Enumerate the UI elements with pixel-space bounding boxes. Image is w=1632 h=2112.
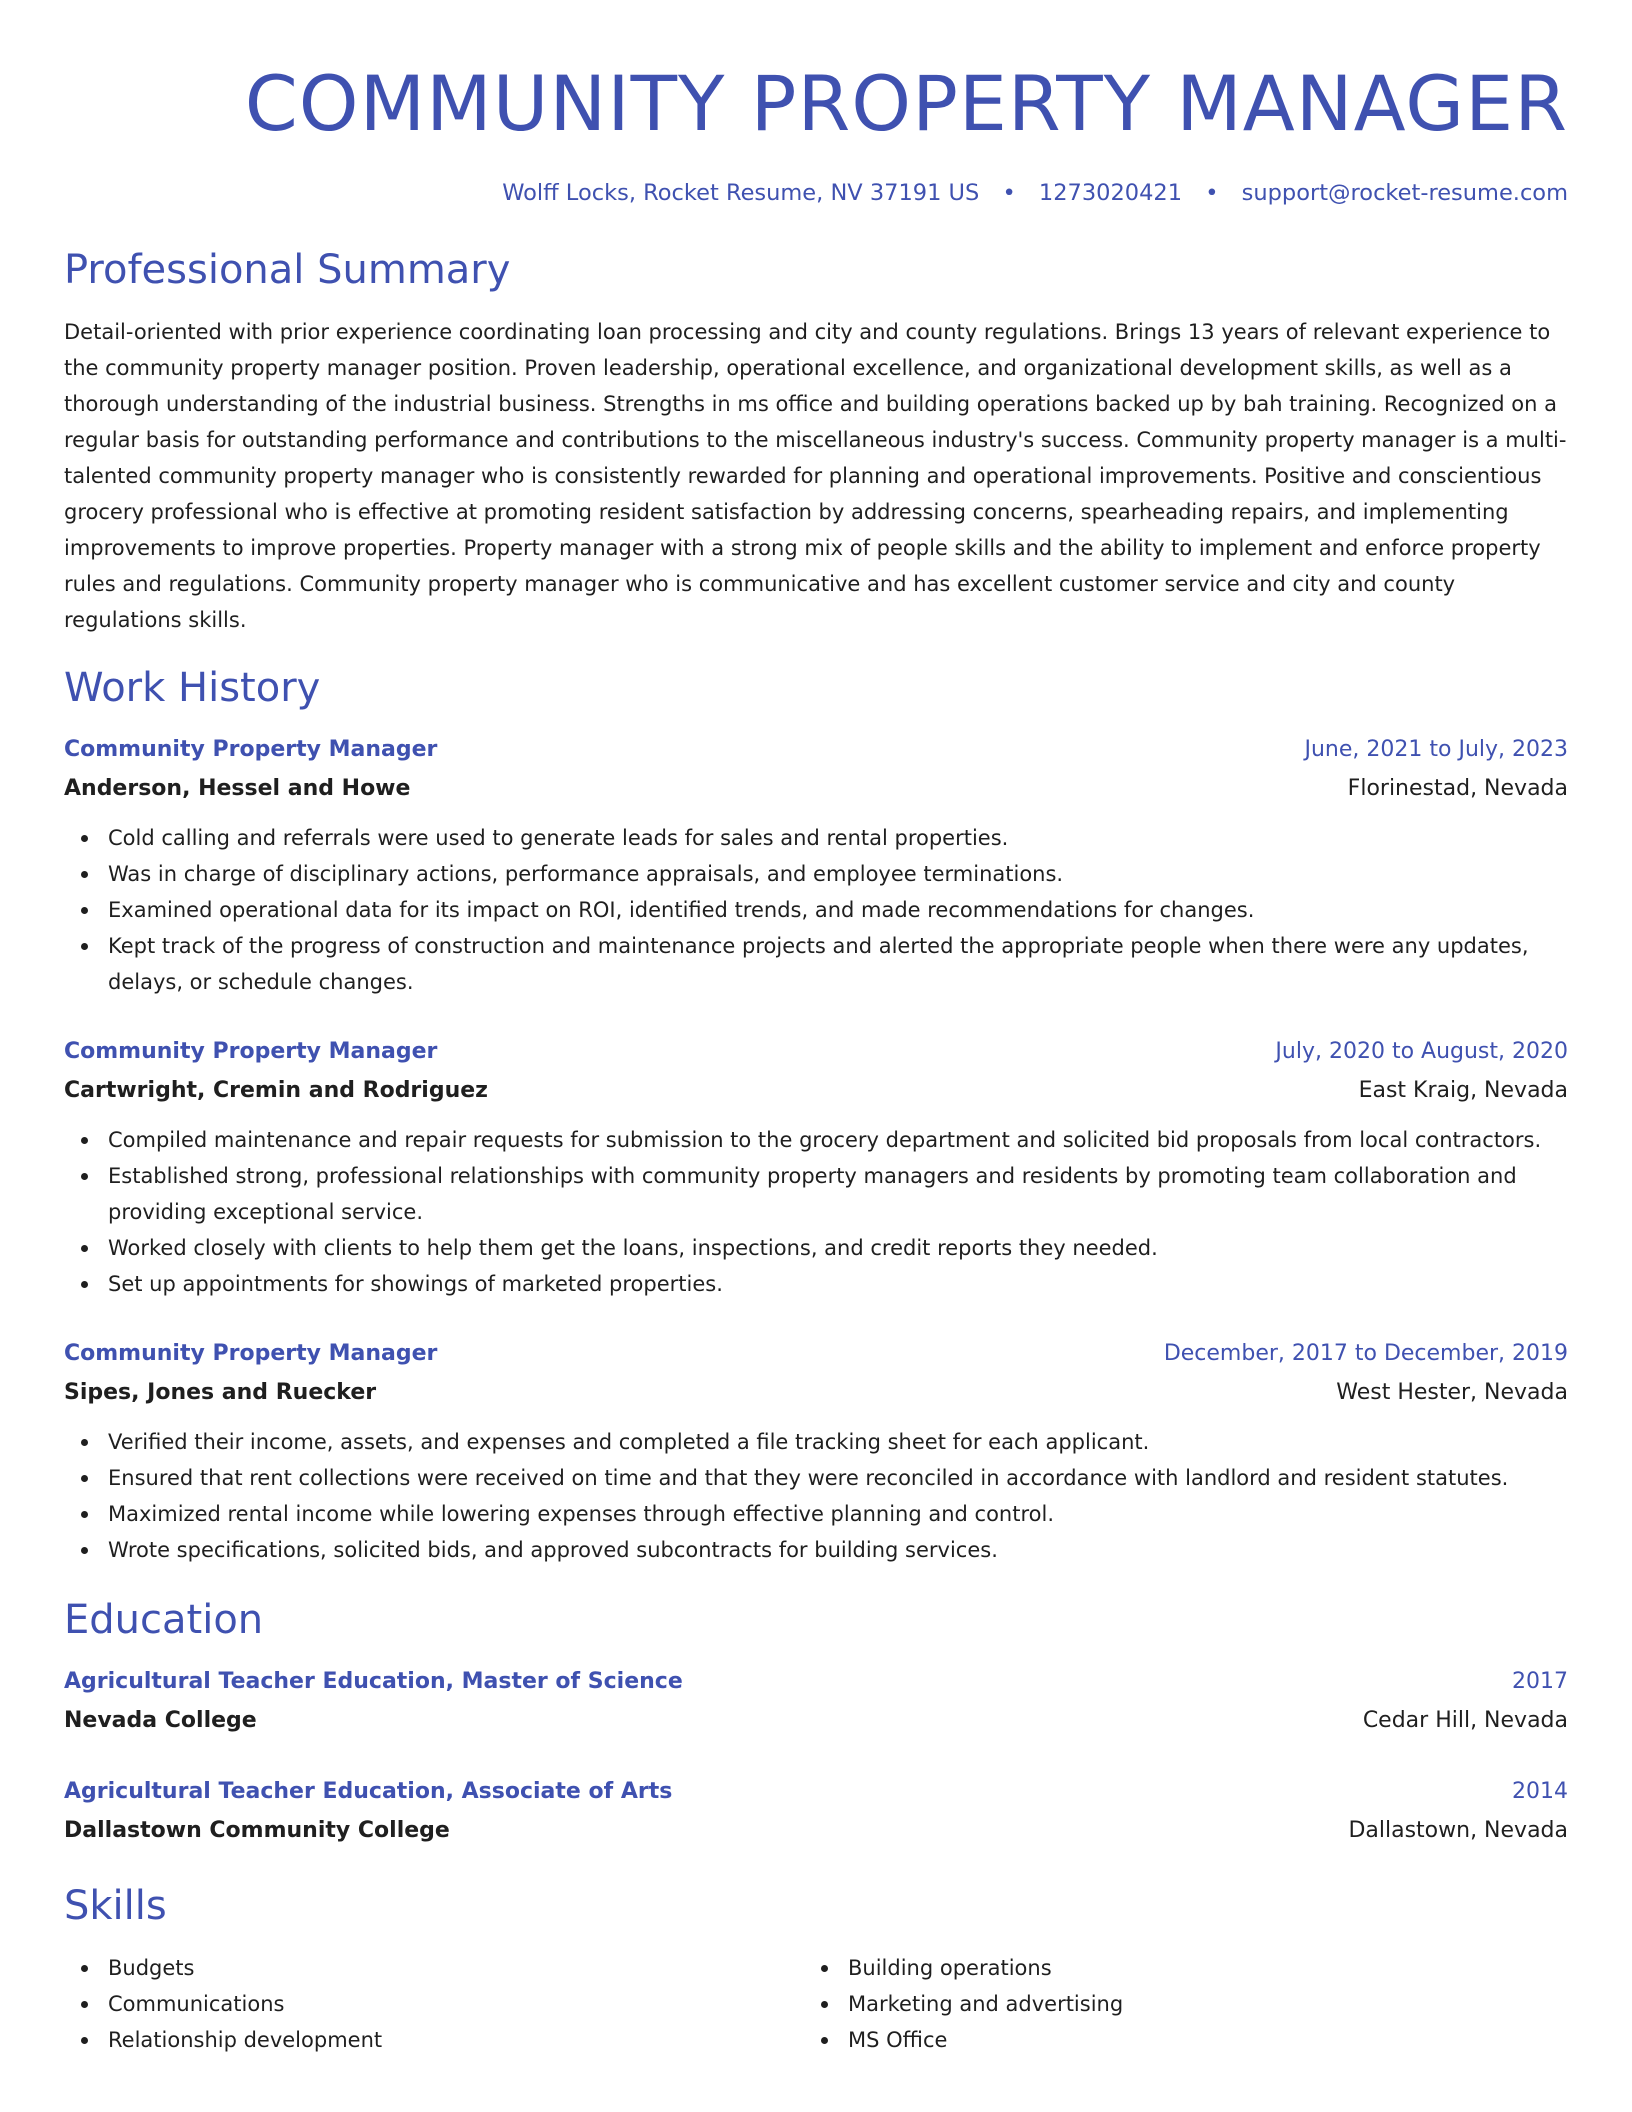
contact-email: support@rocket-resume.com [1241, 180, 1568, 206]
job-company: Cartwright, Cremin and Rodriguez [64, 1078, 488, 1103]
school-name: Dallastown Community College [64, 1818, 450, 1843]
contact-line [64, 178, 1568, 208]
job-location: Florinestad, Nevada [1347, 776, 1568, 801]
work-history-section [64, 664, 1568, 1568]
education-entry [64, 1772, 1568, 1850]
job-title: Community Property Manager [64, 737, 438, 762]
education-heading: Education [64, 1597, 264, 1643]
contact-separator: • [1205, 180, 1219, 206]
skills-list [108, 1950, 804, 2058]
skill-item: MS Office [848, 2022, 1544, 2058]
skill-item: Budgets [108, 1950, 804, 1986]
job-dates: December, 2017 to December, 2019 [1163, 1341, 1568, 1366]
job-dates: July, 2020 to August, 2020 [1275, 1039, 1568, 1064]
job-bullet: Set up appointments for showings of marketed properties. [108, 1266, 1568, 1302]
school-name: Nevada College [64, 1708, 257, 1733]
education-section [64, 1596, 1568, 1850]
job-entry [64, 730, 1568, 1000]
job-bullet: Compiled maintenance and repair requests for submission to the grocery department and solicited bid proposals from local contractors. [108, 1122, 1568, 1158]
job-bullets [108, 1122, 1568, 1302]
skills-grid [64, 1950, 1568, 2058]
graduation-year: 2017 [1512, 1669, 1568, 1694]
summary-heading: Professional Summary [64, 247, 511, 293]
job-bullet: Maximized rental income while lowering expenses through effective planning and control. [108, 1496, 1568, 1532]
skill-item: Marketing and advertising [848, 1986, 1544, 2022]
skills-heading: Skills [64, 1883, 167, 1929]
summary-section [64, 246, 1568, 638]
job-entry [64, 1334, 1568, 1568]
job-company: Anderson, Hessel and Howe [64, 776, 411, 801]
job-location: West Hester, Nevada [1336, 1380, 1568, 1405]
job-title: Community Property Manager [64, 1341, 438, 1366]
summary-text: Detail-oriented with prior experience coordinating loan processing and city and county regulations. Brings 13 years of relevant experience to the community property manager position. Proven leadership, operational excellence, and organizational development skills, as well as a thorough understanding of the industrial business. Strengths in ms office and building operations backed up by bah training. Recognized on a regular basis for outstanding performance and contributions to the miscellaneous industry's success. Community property manager is a multi-talented community property manager who is consistently rewarded for planning and operational improvements. Positive and conscientious grocery professional who is effective at promoting resident satisfaction by addressing concerns, spearheading repairs, and implementing improvements to improve properties. Property manager with a strong mix of people skills and the ability to implement and enforce property rules and regulations. Community property manager who is communicative and has excellent customer service and city and county regulations skills. [64, 320, 1567, 632]
job-bullet: Cold calling and referrals were used to generate leads for sales and rental properties. [108, 820, 1568, 856]
resume-header [64, 56, 1568, 208]
contact-address: Wolff Locks, Rocket Resume, NV 37191 US [502, 180, 980, 206]
skills-column-right [804, 1950, 1544, 2058]
graduation-year: 2014 [1512, 1779, 1568, 1804]
job-bullets [108, 820, 1568, 1000]
job-bullets [108, 1424, 1568, 1568]
job-bullet: Ensured that rent collections were received on time and that they were reconciled in accordance with landlord and resident statutes. [108, 1460, 1568, 1496]
job-dates: June, 2021 to July, 2023 [1304, 737, 1568, 762]
skills-section [64, 1882, 1568, 2058]
contact-phone: 1273020421 [1038, 180, 1183, 206]
candidate-name: COMMUNITY PROPERTY MANAGER [244, 59, 1568, 148]
skill-item: Building operations [848, 1950, 1544, 1986]
skill-item: Relationship development [108, 2022, 804, 2058]
school-location: Cedar Hill, Nevada [1362, 1708, 1568, 1733]
degree: Agricultural Teacher Education, Master of Science [64, 1669, 683, 1694]
job-bullet: Verified their income, assets, and expenses and completed a file tracking sheet for each applicant. [108, 1424, 1568, 1460]
job-bullet: Examined operational data for its impact on ROI, identified trends, and made recommendations for changes. [108, 892, 1568, 928]
degree: Agricultural Teacher Education, Associate of Arts [64, 1779, 673, 1804]
school-location: Dallastown, Nevada [1348, 1818, 1568, 1843]
job-bullet: Was in charge of disciplinary actions, performance appraisals, and employee terminations. [108, 856, 1568, 892]
skill-item: Communications [108, 1986, 804, 2022]
job-bullet: Worked closely with clients to help them get the loans, inspections, and credit reports they needed. [108, 1230, 1568, 1266]
job-bullet: Kept track of the progress of construction and maintenance projects and alerted the appropriate people when there were any updates, delays, or schedule changes. [108, 928, 1568, 1000]
skills-list [848, 1950, 1544, 2058]
job-bullet: Wrote specifications, solicited bids, and approved subcontracts for building services. [108, 1532, 1568, 1568]
job-entry [64, 1032, 1568, 1302]
job-title: Community Property Manager [64, 1039, 438, 1064]
skills-column-left [64, 1950, 804, 2058]
work-history-heading: Work History [64, 665, 321, 711]
job-company: Sipes, Jones and Ruecker [64, 1380, 377, 1405]
education-entry [64, 1662, 1568, 1740]
job-bullet: Established strong, professional relationships with community property managers and residents by promoting team collaboration and providing exceptional service. [108, 1158, 1568, 1230]
contact-separator: • [1002, 180, 1016, 206]
job-location: East Kraig, Nevada [1358, 1078, 1568, 1103]
